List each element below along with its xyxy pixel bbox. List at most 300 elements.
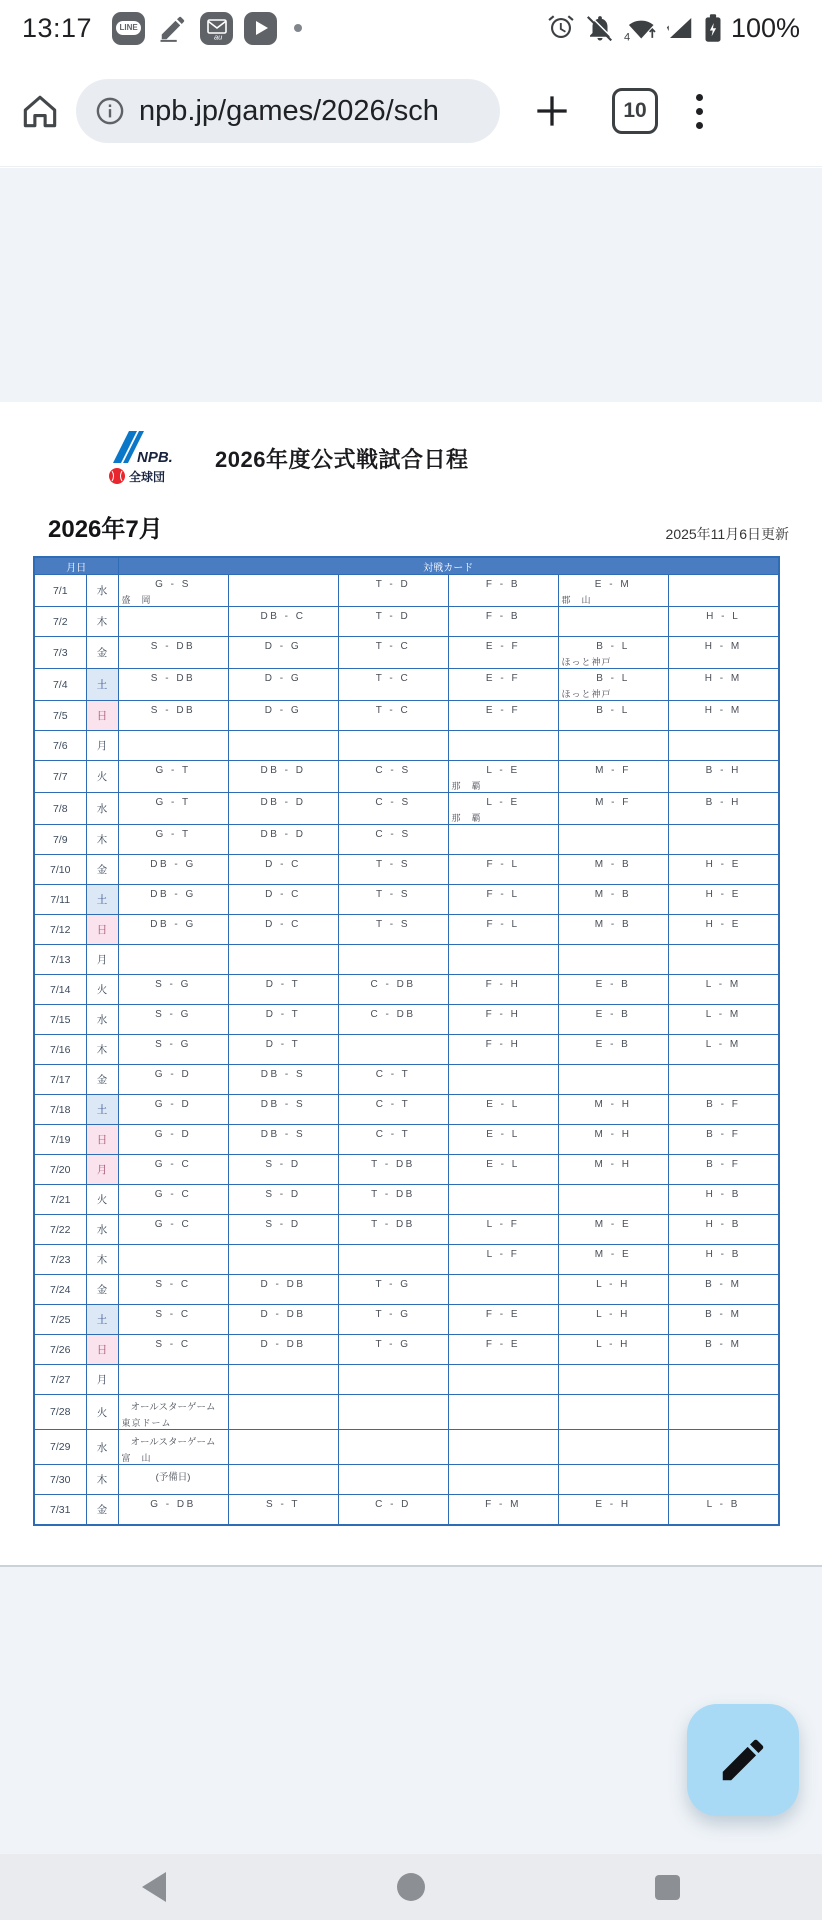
day-cell: 金 bbox=[86, 1065, 118, 1095]
table-row bbox=[34, 637, 779, 669]
matchup: M - B bbox=[594, 889, 632, 900]
game-cell bbox=[448, 945, 558, 975]
game-cell bbox=[118, 1005, 228, 1035]
game-cell bbox=[558, 975, 668, 1005]
game-cell bbox=[668, 1305, 779, 1335]
day-cell: 水 bbox=[86, 1005, 118, 1035]
matchup: (予備日) bbox=[155, 1472, 191, 1483]
table-row bbox=[34, 1305, 779, 1335]
matchup: B - L bbox=[596, 705, 630, 716]
game-cell bbox=[228, 575, 338, 607]
matchup: B - F bbox=[706, 1159, 741, 1170]
matchup: DB - S bbox=[260, 1099, 306, 1110]
game-cell bbox=[668, 1065, 779, 1095]
venue-note: ほっと神戸 bbox=[561, 689, 612, 699]
matchup: G - D bbox=[154, 1069, 192, 1080]
game-cell bbox=[228, 855, 338, 885]
notification-dot bbox=[294, 24, 302, 32]
game-cell bbox=[228, 1245, 338, 1275]
game-cell bbox=[118, 575, 228, 607]
game-cell bbox=[448, 855, 558, 885]
date-cell: 7/21 bbox=[34, 1185, 86, 1215]
matchup: DB - G bbox=[150, 919, 196, 930]
game-cell bbox=[448, 1365, 558, 1395]
game-cell bbox=[118, 637, 228, 669]
day-cell: 土 bbox=[86, 1095, 118, 1125]
game-cell bbox=[668, 915, 779, 945]
matchup: G - T bbox=[155, 765, 191, 776]
matchup: M - H bbox=[594, 1129, 632, 1140]
page-title: 2026年度公式戦試合日程 bbox=[215, 446, 469, 472]
game-cell bbox=[118, 1035, 228, 1065]
game-cell bbox=[338, 1395, 448, 1430]
day-cell: 水 bbox=[86, 793, 118, 825]
matchup: E - H bbox=[595, 1499, 631, 1510]
game-cell bbox=[448, 1215, 558, 1245]
game-cell bbox=[448, 731, 558, 761]
signal-icon bbox=[665, 13, 695, 43]
matchup: H - E bbox=[705, 919, 741, 930]
date-cell: 7/20 bbox=[34, 1155, 86, 1185]
table-row bbox=[34, 761, 779, 793]
game-cell bbox=[338, 793, 448, 825]
game-cell bbox=[448, 975, 558, 1005]
table-row bbox=[34, 1035, 779, 1065]
day-cell: 水 bbox=[86, 1430, 118, 1465]
game-cell bbox=[668, 825, 779, 855]
site-header bbox=[103, 429, 822, 487]
matchup: H - M bbox=[704, 673, 742, 684]
url-text: npb.jp/games/2026/sch bbox=[139, 94, 439, 127]
game-cell bbox=[118, 825, 228, 855]
day-cell: 火 bbox=[86, 975, 118, 1005]
day-cell: 日 bbox=[86, 915, 118, 945]
matchup: オールスターゲーム bbox=[130, 1437, 216, 1448]
nav-recents-icon[interactable] bbox=[655, 1875, 680, 1900]
browser-menu-button[interactable] bbox=[692, 90, 707, 133]
game-cell bbox=[338, 1215, 448, 1245]
game-cell bbox=[338, 945, 448, 975]
browser-toolbar bbox=[0, 56, 822, 167]
matchup: B - L bbox=[596, 641, 630, 652]
game-cell bbox=[558, 1005, 668, 1035]
matchup: L - H bbox=[596, 1339, 630, 1350]
matchup: B - F bbox=[706, 1129, 741, 1140]
day-cell: 木 bbox=[86, 1035, 118, 1065]
date-cell: 7/8 bbox=[34, 793, 86, 825]
youtube-app-icon bbox=[244, 12, 277, 45]
page-top-margin bbox=[0, 168, 822, 402]
matchup: F - L bbox=[486, 919, 520, 930]
edit-fab-button[interactable] bbox=[687, 1704, 799, 1816]
date-cell: 7/3 bbox=[34, 637, 86, 669]
game-cell bbox=[558, 761, 668, 793]
game-cell bbox=[228, 1365, 338, 1395]
game-cell bbox=[448, 1185, 558, 1215]
game-cell bbox=[448, 1065, 558, 1095]
npb-logo bbox=[103, 429, 193, 487]
day-cell: 土 bbox=[86, 1305, 118, 1335]
game-cell bbox=[228, 637, 338, 669]
matchup: F - H bbox=[485, 1009, 521, 1020]
day-cell: 金 bbox=[86, 855, 118, 885]
matchup: E - L bbox=[486, 1099, 520, 1110]
matchup: C - T bbox=[375, 1069, 411, 1080]
matchup: F - B bbox=[485, 611, 521, 622]
game-cell bbox=[228, 1155, 338, 1185]
matchup: L - F bbox=[486, 1219, 520, 1230]
venue-note: 東京ドーム bbox=[121, 1418, 172, 1428]
matchup: L - H bbox=[596, 1309, 630, 1320]
day-cell: 日 bbox=[86, 1335, 118, 1365]
game-cell bbox=[558, 1245, 668, 1275]
game-cell bbox=[668, 1275, 779, 1305]
game-cell bbox=[228, 1005, 338, 1035]
table-row bbox=[34, 975, 779, 1005]
game-cell bbox=[118, 1495, 228, 1526]
tab-count: 10 bbox=[623, 99, 647, 122]
date-cell: 7/23 bbox=[34, 1245, 86, 1275]
table-row bbox=[34, 575, 779, 607]
game-cell bbox=[558, 731, 668, 761]
matchup: E - M bbox=[594, 579, 632, 590]
game-cell bbox=[118, 607, 228, 637]
schedule-table-body bbox=[34, 575, 779, 1526]
game-cell bbox=[558, 1125, 668, 1155]
date-cell: 7/13 bbox=[34, 945, 86, 975]
matchup: S - G bbox=[155, 1009, 191, 1020]
game-cell bbox=[668, 885, 779, 915]
game-cell bbox=[338, 825, 448, 855]
matchup: D - C bbox=[265, 859, 301, 870]
date-cell: 7/16 bbox=[34, 1035, 86, 1065]
date-cell: 7/30 bbox=[34, 1465, 86, 1495]
game-cell bbox=[338, 575, 448, 607]
matchup: T - DB bbox=[371, 1189, 415, 1200]
game-cell bbox=[118, 731, 228, 761]
matchup: E - B bbox=[595, 1039, 631, 1050]
table-row bbox=[34, 945, 779, 975]
date-cell: 7/28 bbox=[34, 1395, 86, 1430]
game-cell bbox=[228, 1430, 338, 1465]
matchup: DB - D bbox=[260, 797, 306, 808]
game-cell bbox=[558, 855, 668, 885]
game-cell bbox=[118, 1465, 228, 1495]
date-cell: 7/11 bbox=[34, 885, 86, 915]
game-cell bbox=[558, 1395, 668, 1430]
game-cell bbox=[558, 1035, 668, 1065]
game-cell bbox=[338, 885, 448, 915]
matchup: D - C bbox=[265, 889, 301, 900]
matchup: S - DB bbox=[150, 641, 196, 652]
game-cell bbox=[118, 1215, 228, 1245]
table-row bbox=[34, 1005, 779, 1035]
matchup: DB - S bbox=[260, 1069, 306, 1080]
matchup: F - L bbox=[486, 859, 520, 870]
matchup: B - M bbox=[705, 1279, 742, 1290]
date-cell: 7/12 bbox=[34, 915, 86, 945]
table-row bbox=[34, 855, 779, 885]
matchup: D - C bbox=[265, 919, 301, 930]
matchup: D - T bbox=[265, 979, 301, 990]
matchup: DB - D bbox=[260, 765, 306, 776]
date-cell: 7/15 bbox=[34, 1005, 86, 1035]
game-cell bbox=[558, 1495, 668, 1526]
nav-home-icon[interactable] bbox=[397, 1873, 425, 1901]
svg-text:NPB.: NPB. bbox=[137, 449, 173, 466]
date-cell: 7/10 bbox=[34, 855, 86, 885]
game-cell bbox=[338, 1035, 448, 1065]
matchup: M - F bbox=[595, 765, 631, 776]
table-row bbox=[34, 1365, 779, 1395]
matchup: L - E bbox=[486, 765, 520, 776]
game-cell bbox=[558, 607, 668, 637]
matchup: S - DB bbox=[150, 705, 196, 716]
matchup: C - S bbox=[375, 797, 411, 808]
date-cell: 7/9 bbox=[34, 825, 86, 855]
matchup: F - E bbox=[485, 1339, 521, 1350]
date-cell: 7/14 bbox=[34, 975, 86, 1005]
line-app-icon: LINE bbox=[112, 12, 145, 45]
date-cell: 7/7 bbox=[34, 761, 86, 793]
matchup: E - L bbox=[486, 1129, 520, 1140]
table-row bbox=[34, 825, 779, 855]
pencil-icon bbox=[716, 1733, 770, 1787]
day-cell: 木 bbox=[86, 1465, 118, 1495]
matchup: T - S bbox=[376, 919, 410, 930]
matchup: L - M bbox=[705, 979, 741, 990]
game-cell bbox=[448, 1495, 558, 1526]
game-cell bbox=[338, 1005, 448, 1035]
game-cell bbox=[228, 731, 338, 761]
matchup: H - L bbox=[706, 611, 741, 622]
table-row bbox=[34, 915, 779, 945]
game-cell bbox=[448, 1395, 558, 1430]
date-cell: 7/25 bbox=[34, 1305, 86, 1335]
game-cell bbox=[338, 915, 448, 945]
matchup: G - C bbox=[154, 1159, 192, 1170]
venue-note: 那 覇 bbox=[451, 813, 482, 823]
table-row bbox=[34, 1245, 779, 1275]
game-cell bbox=[338, 637, 448, 669]
game-cell bbox=[118, 1245, 228, 1275]
nav-back-icon[interactable] bbox=[142, 1872, 166, 1902]
wifi-icon bbox=[624, 13, 656, 43]
notifications-off-icon bbox=[585, 13, 615, 43]
date-cell: 7/6 bbox=[34, 731, 86, 761]
mail-app-icon bbox=[200, 12, 233, 45]
matchup: D - G bbox=[264, 673, 302, 684]
matchup: DB - C bbox=[260, 611, 306, 622]
matchup: B - M bbox=[705, 1309, 742, 1320]
game-cell bbox=[558, 1185, 668, 1215]
game-cell bbox=[558, 1305, 668, 1335]
game-cell bbox=[668, 1215, 779, 1245]
matchup: M - B bbox=[594, 859, 632, 870]
game-cell bbox=[448, 1125, 558, 1155]
game-cell bbox=[118, 1365, 228, 1395]
matchup: B - H bbox=[705, 797, 741, 808]
game-cell bbox=[338, 1275, 448, 1305]
game-cell bbox=[228, 1095, 338, 1125]
game-cell bbox=[558, 945, 668, 975]
matchup: S - D bbox=[265, 1219, 301, 1230]
day-cell: 火 bbox=[86, 761, 118, 793]
matchup: H - M bbox=[704, 641, 742, 652]
game-cell bbox=[448, 669, 558, 701]
game-cell bbox=[668, 701, 779, 731]
matchup: S - DB bbox=[150, 673, 196, 684]
game-cell bbox=[668, 1495, 779, 1526]
url-bar[interactable] bbox=[76, 79, 500, 143]
matchup: T - DB bbox=[371, 1159, 415, 1170]
matchup: H - E bbox=[705, 889, 741, 900]
day-cell: 金 bbox=[86, 1275, 118, 1305]
matchup: T - C bbox=[375, 673, 411, 684]
tab-switcher-button[interactable] bbox=[612, 88, 658, 134]
matchup: H - M bbox=[704, 705, 742, 716]
game-cell bbox=[448, 1465, 558, 1495]
battery-percent: 100% bbox=[730, 12, 800, 43]
game-cell bbox=[668, 1185, 779, 1215]
date-cell: 7/22 bbox=[34, 1215, 86, 1245]
game-cell bbox=[118, 885, 228, 915]
page-content bbox=[0, 402, 822, 1565]
matchup: S - C bbox=[155, 1309, 191, 1320]
game-cell bbox=[228, 1495, 338, 1526]
matchup: G - D bbox=[154, 1129, 192, 1140]
game-cell bbox=[668, 793, 779, 825]
date-cell: 7/27 bbox=[34, 1365, 86, 1395]
schedule-table bbox=[33, 556, 780, 1526]
game-cell bbox=[338, 731, 448, 761]
matchup: T - G bbox=[375, 1309, 411, 1320]
header-month-day: 月日 bbox=[34, 557, 118, 575]
venue-note: 郡 山 bbox=[561, 595, 592, 605]
game-cell bbox=[558, 1215, 668, 1245]
matchup: S - C bbox=[155, 1339, 191, 1350]
matchup: C - D bbox=[375, 1499, 411, 1510]
game-cell bbox=[338, 1155, 448, 1185]
matchup: B - F bbox=[706, 1099, 741, 1110]
updated-date: 2025年11月6日更新 bbox=[665, 526, 789, 542]
game-cell bbox=[448, 637, 558, 669]
game-cell bbox=[668, 731, 779, 761]
table-row bbox=[34, 1495, 779, 1526]
game-cell bbox=[228, 1185, 338, 1215]
game-cell bbox=[558, 701, 668, 731]
matchup: DB - D bbox=[260, 829, 306, 840]
game-cell bbox=[228, 1395, 338, 1430]
day-cell: 金 bbox=[86, 637, 118, 669]
matchup: G - C bbox=[154, 1219, 192, 1230]
matchup: T - C bbox=[375, 641, 411, 652]
game-cell bbox=[448, 1305, 558, 1335]
game-cell bbox=[228, 825, 338, 855]
date-cell: 7/4 bbox=[34, 669, 86, 701]
game-cell bbox=[668, 1035, 779, 1065]
date-cell: 7/24 bbox=[34, 1275, 86, 1305]
game-cell bbox=[118, 1335, 228, 1365]
home-button[interactable] bbox=[18, 89, 62, 133]
matchup: B - L bbox=[596, 673, 630, 684]
matchup: L - M bbox=[705, 1009, 741, 1020]
game-cell bbox=[118, 1155, 228, 1185]
matchup: F - E bbox=[485, 1309, 521, 1320]
game-cell bbox=[558, 793, 668, 825]
game-cell bbox=[118, 1125, 228, 1155]
matchup: T - D bbox=[375, 579, 411, 590]
matchup: M - H bbox=[594, 1099, 632, 1110]
game-cell bbox=[558, 1065, 668, 1095]
matchup: H - E bbox=[705, 859, 741, 870]
new-tab-button[interactable] bbox=[530, 89, 574, 133]
matchup: T - S bbox=[376, 859, 410, 870]
game-cell bbox=[228, 1465, 338, 1495]
day-cell: 木 bbox=[86, 825, 118, 855]
day-cell: 月 bbox=[86, 1365, 118, 1395]
table-row bbox=[34, 669, 779, 701]
game-cell bbox=[668, 1465, 779, 1495]
matchup: C - DB bbox=[370, 1009, 416, 1020]
game-cell bbox=[668, 1395, 779, 1430]
game-cell bbox=[228, 761, 338, 793]
game-cell bbox=[448, 1155, 558, 1185]
matchup: C - S bbox=[375, 765, 411, 776]
day-cell: 火 bbox=[86, 1395, 118, 1430]
game-cell bbox=[228, 701, 338, 731]
day-cell: 日 bbox=[86, 701, 118, 731]
matchup: D - G bbox=[264, 641, 302, 652]
matchup: DB - G bbox=[150, 859, 196, 870]
game-cell bbox=[338, 1185, 448, 1215]
game-cell bbox=[448, 825, 558, 855]
game-cell bbox=[448, 1245, 558, 1275]
game-cell bbox=[338, 855, 448, 885]
game-cell bbox=[668, 1125, 779, 1155]
plus-icon bbox=[530, 89, 574, 133]
game-cell bbox=[558, 1365, 668, 1395]
game-cell bbox=[228, 1065, 338, 1095]
game-cell bbox=[228, 793, 338, 825]
day-cell: 月 bbox=[86, 731, 118, 761]
game-cell bbox=[448, 575, 558, 607]
game-cell bbox=[668, 945, 779, 975]
game-cell bbox=[338, 669, 448, 701]
matchup: L - M bbox=[705, 1039, 741, 1050]
game-cell bbox=[558, 825, 668, 855]
matchup: C - DB bbox=[370, 979, 416, 990]
matchup: F - M bbox=[485, 1499, 521, 1510]
page-info-icon[interactable] bbox=[94, 95, 126, 127]
game-cell bbox=[118, 945, 228, 975]
matchup: H - B bbox=[705, 1219, 741, 1230]
game-cell bbox=[448, 1095, 558, 1125]
game-cell bbox=[118, 1305, 228, 1335]
game-cell bbox=[228, 1335, 338, 1365]
game-cell bbox=[228, 885, 338, 915]
game-cell bbox=[118, 1185, 228, 1215]
svg-text:4: 4 bbox=[623, 31, 631, 43]
game-cell bbox=[228, 1215, 338, 1245]
game-cell bbox=[668, 1365, 779, 1395]
matchup: C - T bbox=[375, 1129, 411, 1140]
game-cell bbox=[338, 1335, 448, 1365]
table-row bbox=[34, 701, 779, 731]
game-cell bbox=[448, 915, 558, 945]
game-cell bbox=[668, 607, 779, 637]
day-cell: 月 bbox=[86, 945, 118, 975]
